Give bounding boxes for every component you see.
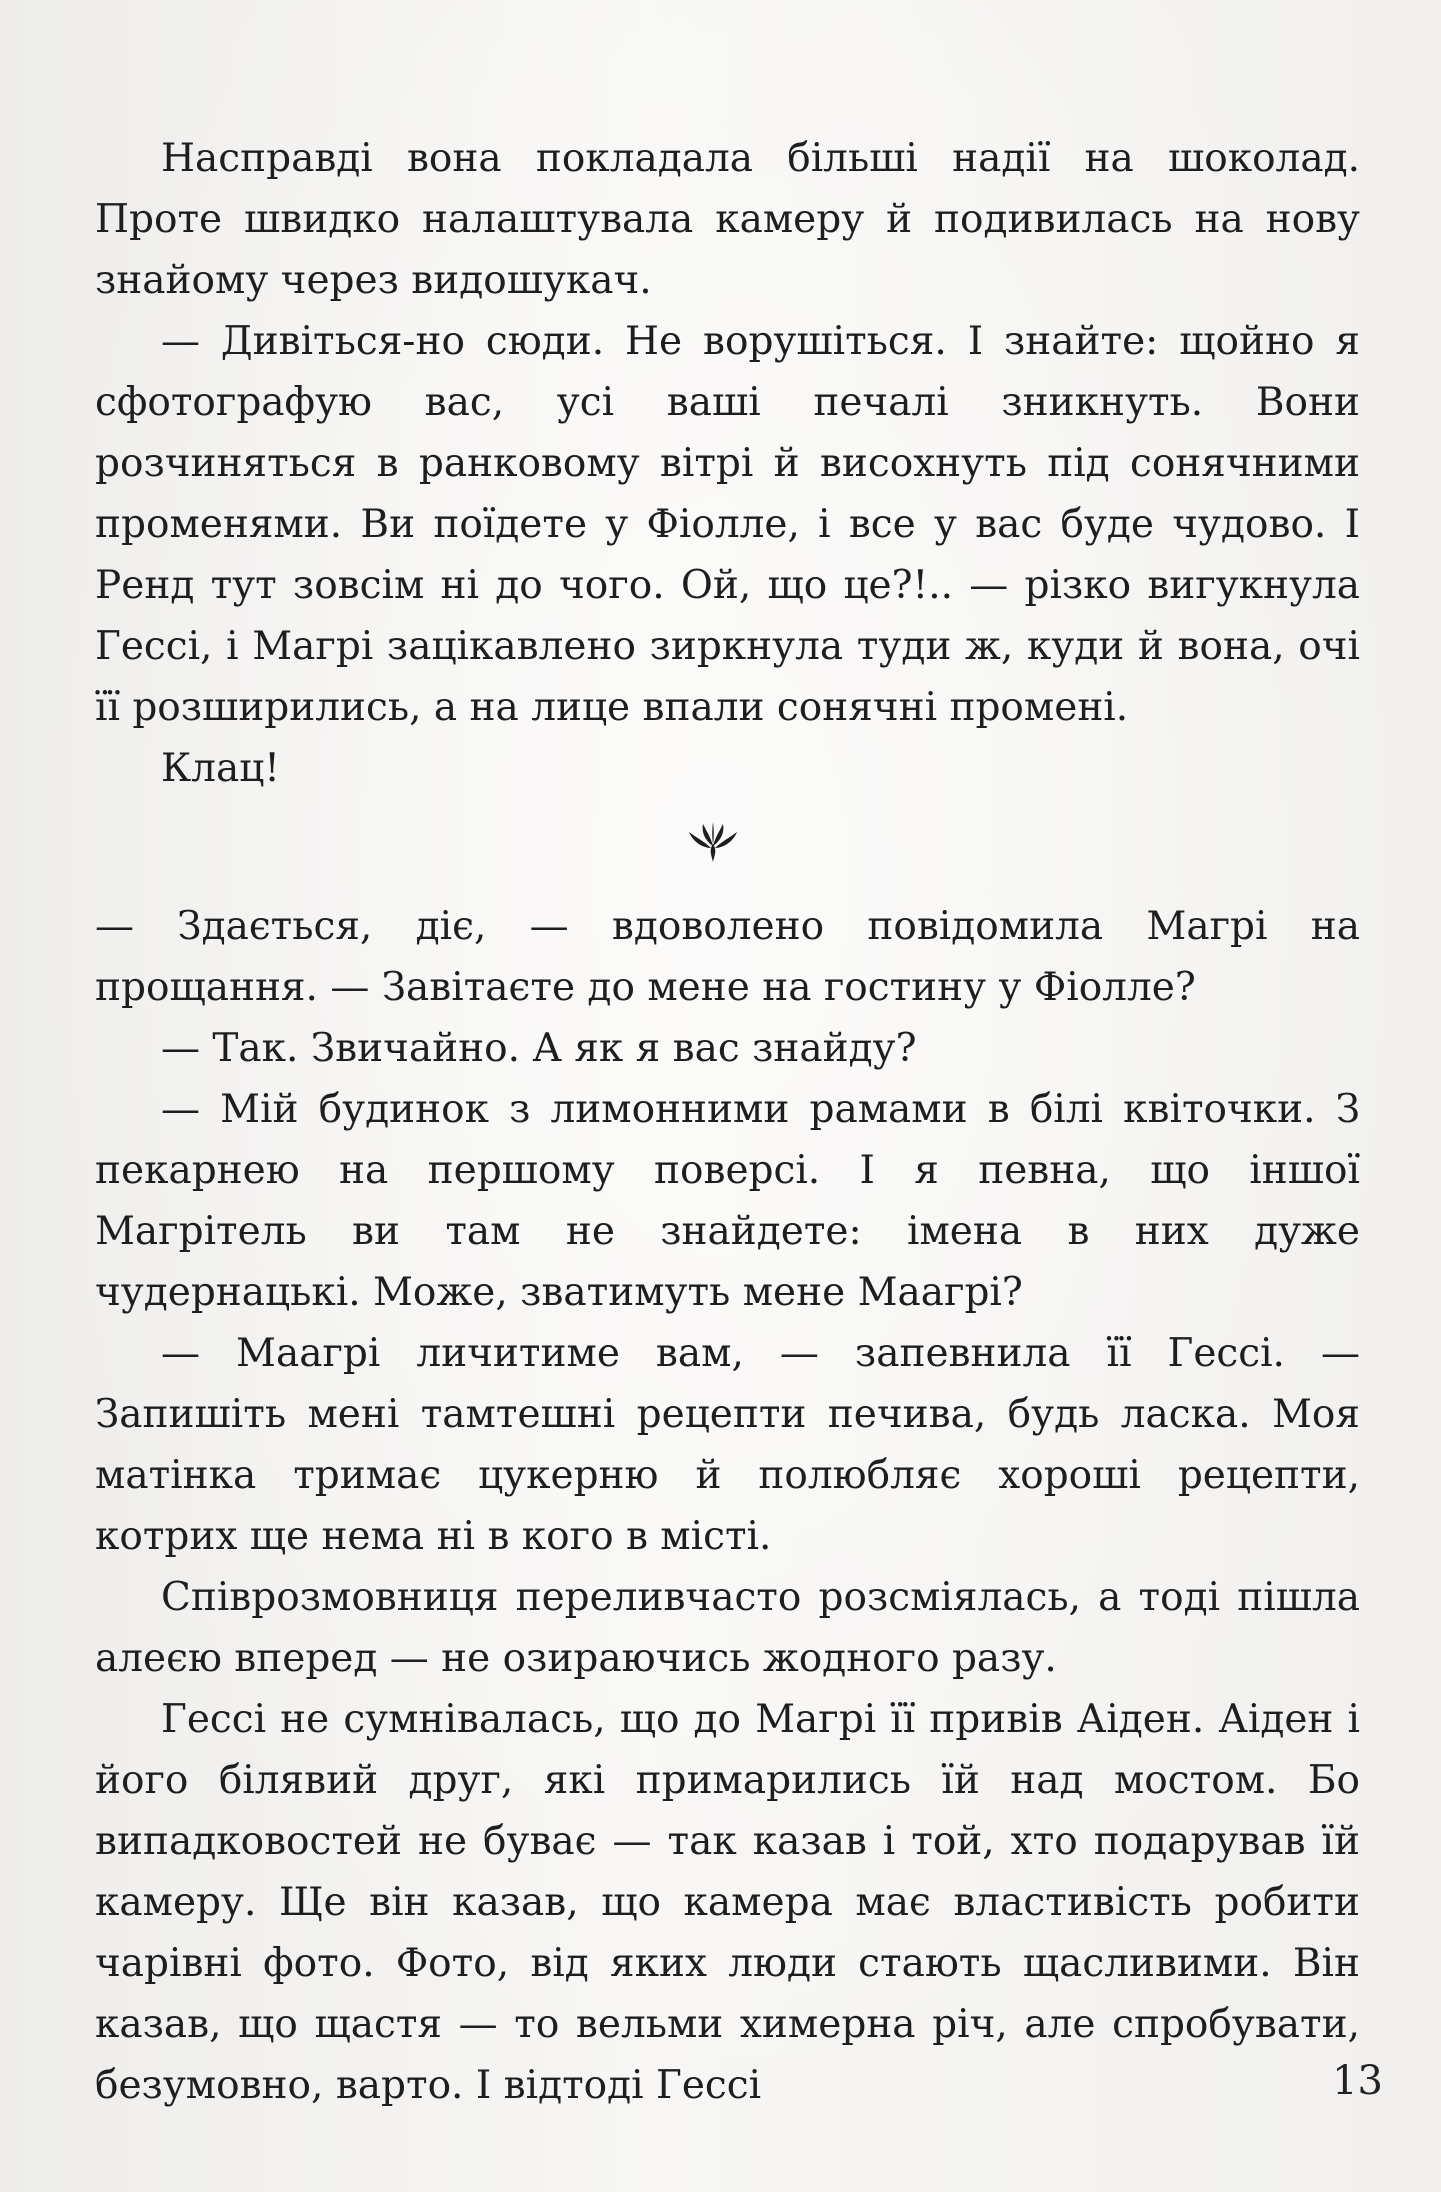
fleuron-icon — [687, 820, 739, 864]
paragraph: Співрозмовниця переливчасто розсміялась, а тоді пішла алеєю вперед — не озираючись жодного разу. — [95, 1575, 1360, 1681]
text-section-1 — [95, 128, 1360, 799]
text-section-2 — [95, 896, 1360, 2116]
paragraph: Клац! — [161, 746, 280, 791]
paragraph: Гессі не сумнівалась, що до Магрі її привів Аіден. Аіден і його білявий друг, які примарились їй над мостом. Бо випадковостей не буває — так казав і той, хто подарував їй камеру. Ще він казав, що камера має властивість робити чарівні фото. Фото, від яких люди стають щасливими. Він казав, що щастя — то вельми химерна річ, але спробувати, безумовно, варто. І відтоді Гессі — [95, 1697, 1360, 2108]
paragraph: — Дивіться-но сюди. Не ворушіться. І знайте: щойно я сфотографую вас, усі ваші печалі зникнуть. Вони розчиняться в ранковому вітрі й висохнуть під сонячними променями. Ви поїдете у Фіолле, і все у вас буде чудово. І Ренд тут зовсім ні до чого. Ой, що це?!.. — різко вигукнула Гессі, і Магрі зацікавлено зиркнула туди ж, куди й вона, очі її розширились, а на лице впали сонячні промені. — [95, 319, 1360, 730]
paragraph: — Здається, діє, — вдоволено повідомила Магрі на прощання. — Завітаєте до мене на гостину у Фіолле? — [95, 904, 1360, 1010]
paragraph: — Маагрі личитиме вам, — запевнила її Гессі. — Запишіть мені тамтешні рецепти печива, будь ласка. Моя матінка тримає цукерню й полюбляє хороші рецепти, котрих ще нема ні в кого в місті. — [95, 1331, 1360, 1559]
paragraph: — Мій будинок з лимонними рамами в білі квіточки. З пекарнею на першому поверсі. І я певна, що іншої Магрітель ви там не знайдете: імена в них дуже чудернацькі. Може, зватимуть мене Маагрі? — [95, 1087, 1360, 1315]
page-number: 13 — [1332, 2058, 1383, 2104]
paragraph: Насправді вона покладала більші надії на шоколад. Проте швидко налаштувала камеру й подивилась на нову знайому через видошукач. — [95, 136, 1360, 303]
paragraph: — Так. Звичайно. А як я вас знайду? — [161, 1026, 917, 1071]
